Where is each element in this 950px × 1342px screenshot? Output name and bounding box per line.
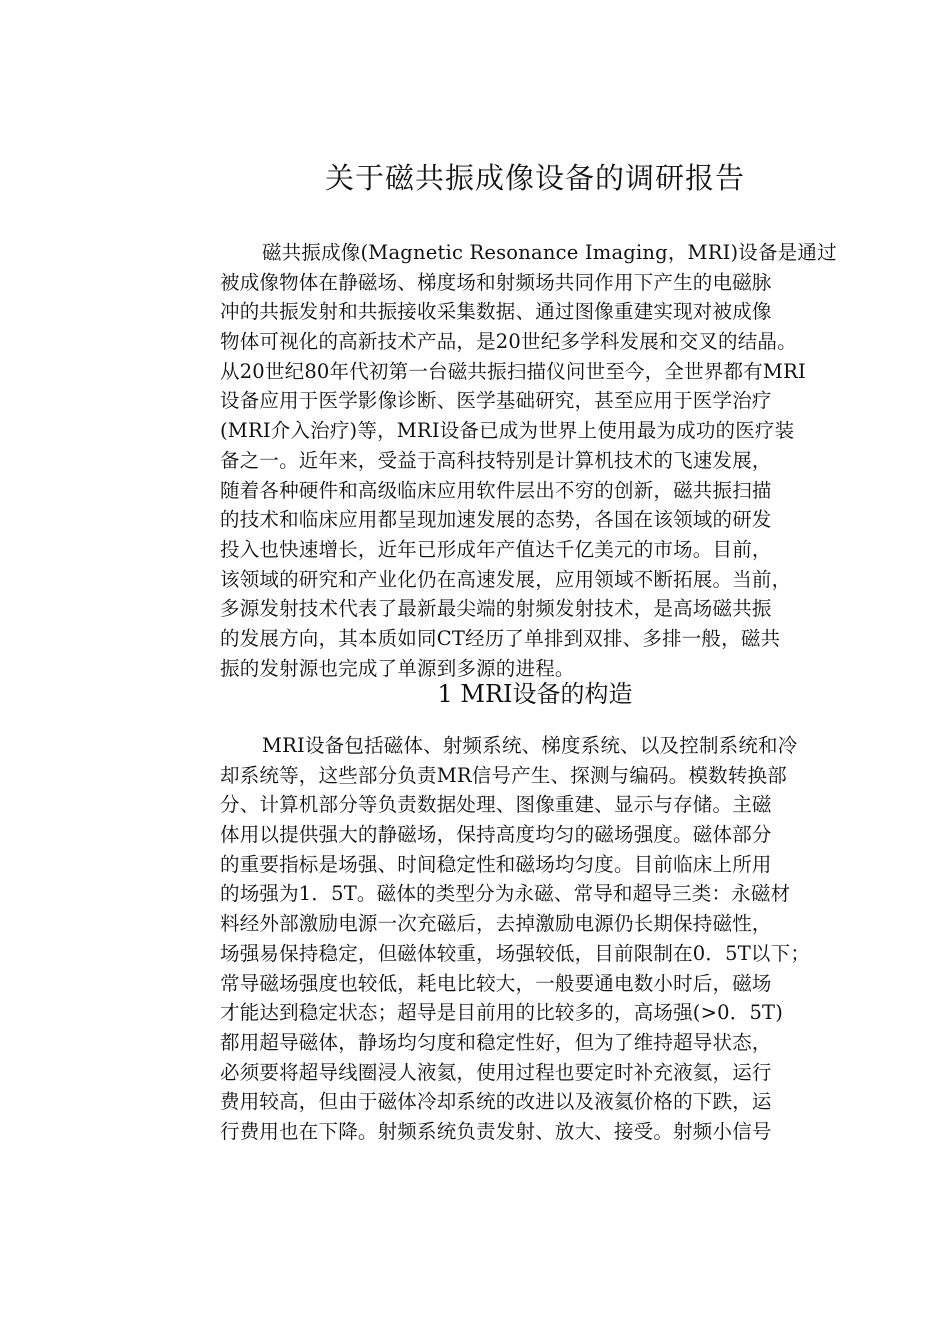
text-line: 冲的共振发射和共振接收采集数据、通过图像重建实现对被成像 [220, 300, 772, 324]
text-line: 却系统等，这些部分负责MR信号产生、探测与编码。模数转换部 [220, 763, 787, 787]
text-line: 该领域的研究和产业化仍在高速发展，应用领域不断拓展。当前， [220, 567, 792, 591]
text-line: 分、计算机部分等负责数据处理、图像重建、显示与存储。主磁 [220, 793, 772, 817]
text-line: 的技术和临床应用都呈现加速发展的态势，各国在该领域的研发 [220, 508, 772, 532]
text-line: 行费用也在下降。射频系统负责发射、放大、接受。射频小信号 [220, 1119, 772, 1143]
section-1-paragraph [220, 731, 860, 1147]
text-line: 从20世纪80年代初第一台磁共振扫描仪问世至今，全世界都有MRI [220, 359, 806, 383]
text-line: 的发展方向，其本质如同CT经历了单排到双排、多排一般，磁共 [220, 626, 781, 650]
text-line: 都用超导磁体，静场均匀度和稳定性好，但为了维持超导状态， [220, 1030, 772, 1054]
text-line: MRI设备包括磁体、射频系统、梯度系统、以及控制系统和冷 [262, 734, 798, 757]
text-line: 振的发射源也完成了单源到多源的进程。 [220, 656, 575, 680]
text-line: 料经外部激励电源一次充磁后，去掉激励电源仍长期保持磁性， [220, 912, 772, 936]
text-line: 才能达到稳定状态；超导是目前用的比较多的，高场强(>0．5T) [220, 1001, 784, 1025]
text-line: 随着各种硬件和高级临床应用软件层出不穷的创新，磁共振扫描 [220, 478, 772, 502]
text-line: (MRI介入治疗)等，MRI设备已成为世界上使用最为成功的医疗装 [220, 419, 795, 443]
section-heading: 1 MRI设备的构造 [437, 680, 633, 708]
text-line: 设备应用于医学影像诊断、医学基础研究，甚至应用于医学治疗 [220, 389, 772, 413]
text-line: 被成像物体在静磁场、梯度场和射频场共同作用下产生的电磁脉 [220, 270, 772, 294]
text-line: 体用以提供强大的静磁场，保持高度均匀的磁场强度。磁体部分 [220, 823, 772, 847]
text-line: 备之一。近年来，受益于高科技特别是计算机技术的飞速发展， [220, 448, 772, 472]
document-title: 关于磁共振成像设备的调研报告 [324, 161, 745, 195]
text-line: 常导磁场强度也较低，耗电比较大，一般要通电数小时后，磁场 [220, 971, 772, 995]
text-line: 的场强为1．5T。磁体的类型分为永磁、常导和超导三类：永磁材 [220, 882, 791, 906]
text-line: 的重要指标是场强、时间稳定性和磁场均匀度。目前临床上所用 [220, 852, 772, 876]
text-line: 必须要将超导线圈浸人液氦，使用过程也要定时补充液氦，运行 [220, 1060, 772, 1084]
text-line: 磁共振成像(Magnetic Resonance Imaging，MRI)设备是通过 [262, 241, 837, 264]
text-line: 投入也快速增长，近年已形成年产值达千亿美元的市场。目前， [220, 537, 772, 561]
intro-paragraph [220, 238, 860, 683]
text-line: 物体可视化的高新技术产品，是20世纪多学科发展和交叉的结晶。 [220, 330, 797, 354]
text-line: 多源发射技术代表了最新最尖端的射频发射技术，是高场磁共振 [220, 597, 772, 621]
text-line: 场强易保持稳定，但磁体较重，场强较低，目前限制在0．5T以下； [220, 941, 811, 965]
text-line: 费用较高，但由于磁体冷却系统的改进以及液氦价格的下跌，运 [220, 1090, 772, 1114]
